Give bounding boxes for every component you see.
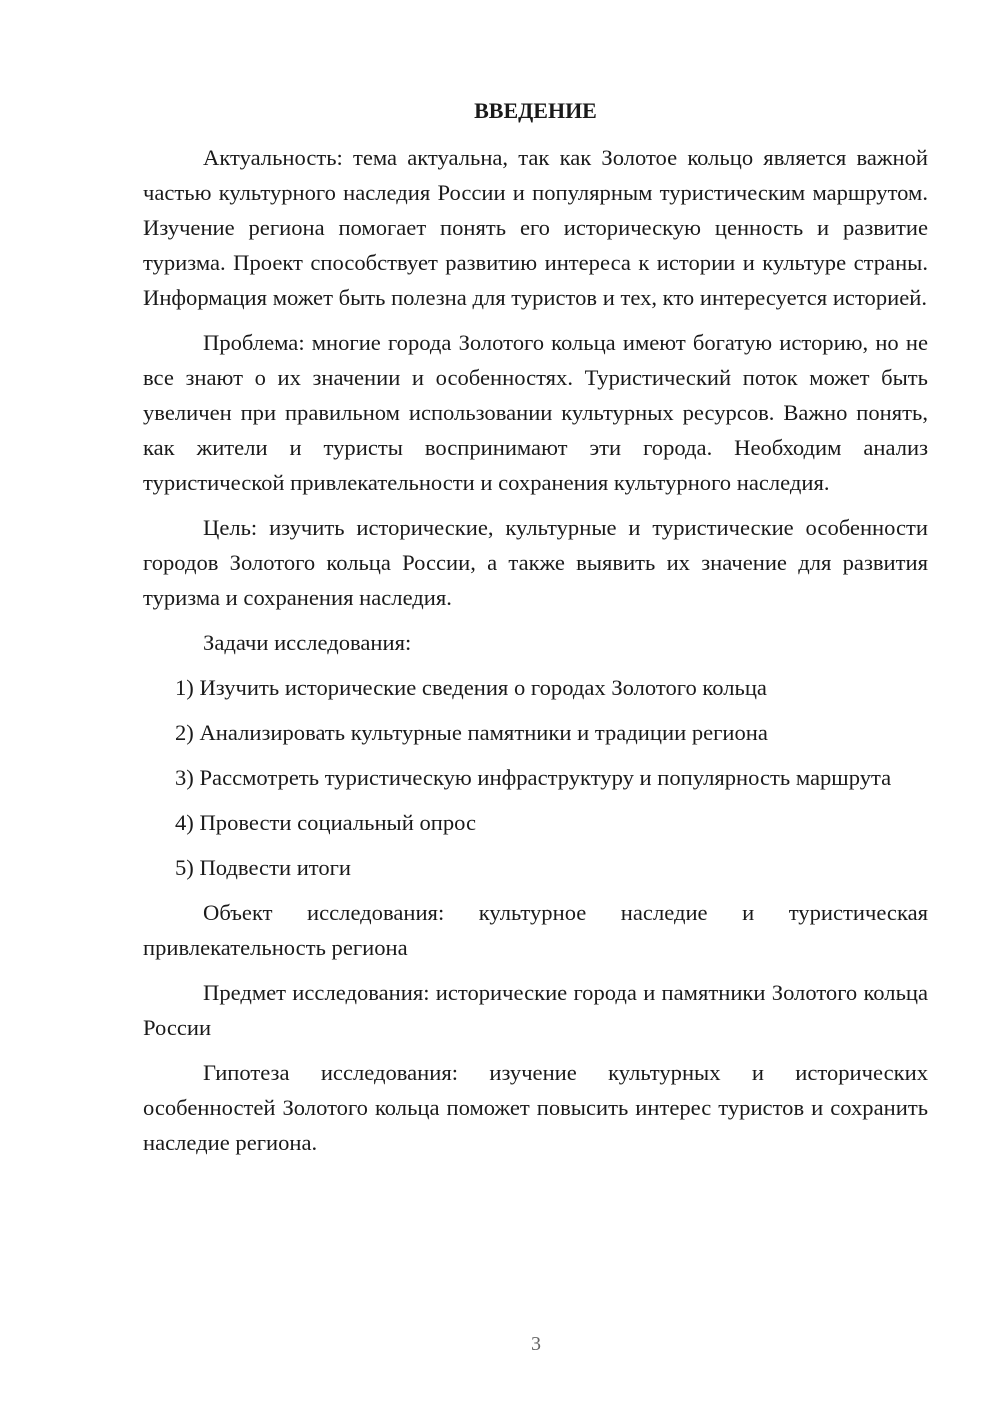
task-item-1: 1) Изучить исторические сведения о городах Золотого кольца <box>175 675 767 700</box>
paragraph-object: Объект исследования: культурное наследие и туристическая привлекательность региона <box>143 900 928 960</box>
paragraph-relevance: Актуальность: тема актуальна, так как Золотое кольцо является важной частью культурного наследия России и популярным туристическим маршрутом. Изучение региона помогает понять его историческую ценность и развитие туризма. Проект способствует развитию интереса к истории и культуре страны. Информация может быть полезна для туристов и тех, кто интересуется историей. <box>143 145 928 310</box>
page-number: 3 <box>531 1333 541 1355</box>
document-page <box>143 96 928 1170</box>
paragraph-goal: Цель: изучить исторические, культурные и туристические особенности городов Золотого кольца России, а также выявить их значение для развития туризма и сохранения наследия. <box>143 515 928 610</box>
tasks-heading: Задачи исследования: <box>203 630 412 655</box>
task-item-2: 2) Анализировать культурные памятники и традиции региона <box>175 720 768 745</box>
paragraph-hypothesis: Гипотеза исследования: изучение культурных и исторических особенностей Золотого кольца поможет повысить интерес туристов и сохранить наследие региона. <box>143 1060 928 1155</box>
task-item-5: 5) Подвести итоги <box>175 855 352 880</box>
task-item-3: 3) Рассмотреть туристическую инфраструктуру и популярность маршрута <box>175 765 892 790</box>
section-title: ВВЕДЕНИЕ <box>474 98 597 123</box>
paragraph-problem: Проблема: многие города Золотого кольца имеют богатую историю, но не все знают о их значении и особенностях. Туристический поток может быть увеличен при правильном использовании культурных ресурсов. Важно понять, как жители и туристы воспринимают эти города. Необходим анализ туристической привлекательности и сохранения культурного наследия. <box>143 330 928 495</box>
paragraph-subject: Предмет исследования: исторические города и памятники Золотого кольца России <box>143 980 928 1040</box>
task-item-4: 4) Провести социальный опрос <box>175 810 477 835</box>
